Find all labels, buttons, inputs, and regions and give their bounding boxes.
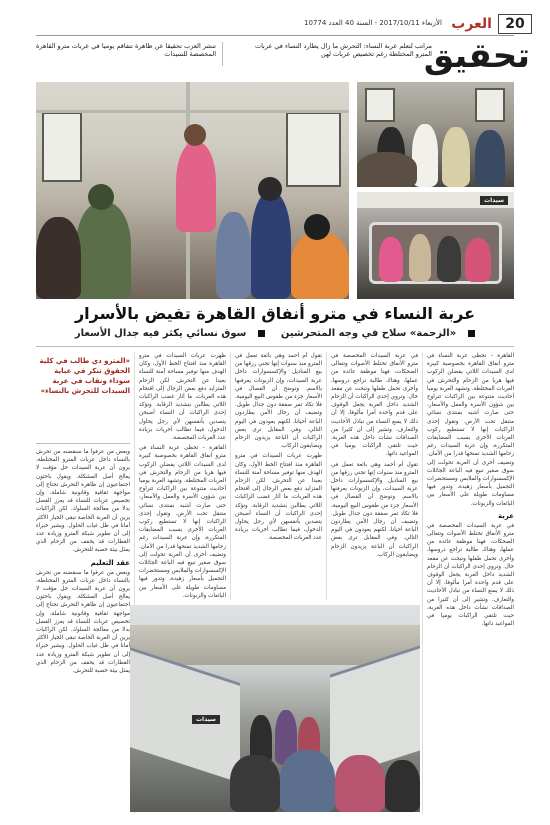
crowd-figure bbox=[335, 755, 385, 812]
train-window bbox=[365, 88, 395, 122]
article-subheads bbox=[36, 328, 514, 339]
column-subtitle: عربة bbox=[497, 511, 514, 520]
column-text: القاهرة – تحظى عربة النساء في مترو أنفاق القاهرة بخصوصية كبيرة لدى السيدات اللاتي يفضلن الركوب فيها هربا من الزحام والتحرش في العربات المختلطة. وتشهد العربة يوميا أحاديث متنوعة بين الراكبات تتراوح بين شؤون الأسرة والعمل والأسعار، حتى صارت أشبه بمنتدى نسائي متنقل تحت الأرض. وتقول إحدى الراكبات إنها لا تستطيع ركوب العربات الأخرى بسبب المضايقات المتكررة، وإن عربة السيدات رغم زحامها الشديد تمنحها قدرا من الأمان. وتضيف أخرى أن العربة تحولت إلى سوق صغير تبيع فيه الباعة الجائلات الإكسسوارات والملابس ومستحضرات التجميل بأسعار زهيدة، وتدور فيها مساومات طويلة على الأسعار بين البائعات والزبونات. bbox=[139, 445, 226, 599]
article-column-1 bbox=[427, 352, 514, 814]
woman-figure bbox=[251, 192, 291, 299]
photo-metro-interior bbox=[36, 82, 349, 299]
bullet-square bbox=[258, 330, 265, 337]
article-column-2 bbox=[331, 352, 418, 600]
section-title: تحقيق bbox=[423, 36, 530, 76]
headline-rule bbox=[36, 346, 514, 347]
teaser-right: مراتب لتعلم عربة النساء: التحرش ما زال يطارد النساء في عربات المترو المختلطة رغم تخصيص عربات لهن bbox=[254, 42, 432, 58]
column-text: في عربة السيدات المخصصة في مترو الأنفاق تختلط الأصوات وتتعالى الضحكات، فهنا موظفة عائدة من عملها، وهناك طالبة تراجع دروسها، وأخرى تحمل طفلها وتبحث عن مقعد خال. وتروي إحدى الراكبات أن الزحام الشديد داخل العربة يجعل الوقوف على قدم واحدة أمرا مألوفا، إلا أن ذلك لا يمنع النساء من تبادل الأحاديث والتعارف. وتشير إلى أن كثيرا من الصداقات نشأت داخل هذه العربة، حيث تلتقي الراكبات يوميا في المواعيد ذاتها. bbox=[427, 522, 514, 628]
column-divider bbox=[326, 352, 327, 600]
column-text: تقول أم أحمد وهي بائعة تعمل في المترو منذ سنوات إنها تجني رزقها من بيع المناديل والإكسسوارات داخل عربة السيدات، وإن الزبونات يعرفنها بالاسم. وتوضح أن الفصال في الأسعار جزء من طقوس البيع اليومية، فلا تكاد تمر صفقة دون جدال طويل. وتضيف أن رجال الأمن يطاردون الباعة أحيانا، لكنهم يعودون في اليوم التالي. وفي المقابل ترى بعض الراكبات أن الباعة يزيدون الزحام ويضايقون الركاب. bbox=[331, 461, 418, 558]
column-text: وبعض من عرفوا ما سنقضنه من تحرش بالنساء داخل عربات المترو المختلطة، يرون أن عربة السيدات حل مؤقت لا يعالج أصل المشكلة. ويقول باحثون اجتماعيون إن ظاهرة التحرش تحتاج إلى مواجهة ثقافية وقانونية شاملة، وإن تخصيص عربات للنساء قد يعزز الفصل بدلا من معالجة السلوك. لكن الراكبات يرين أن العربة الخاصة تبقى الخيار الأكثر أمانا في ظل غياب الحلول. ويشير خبراء إلى أن تطوير شبكة المترو وزيادة عدد القطارات قد يخفف من الزحام الذي يمثل بيئة خصبة للتحرش. bbox=[36, 449, 130, 554]
column-text: ظهرت عربات السيدات في مترو القاهرة منذ افتتاح الخط الأول، وكان الهدف منها توفير مساحة آمنة للنساء بعيدا عن التحرش. لكن الزحام المتزايد دفع بعض الرجال إلى اقتحام هذه العربات، ما أثار غضب الراكبات اللاتي يطالبن بتشديد الرقابة. وتؤكد إحدى الراكبات أن النساء أصبحن يتصدين بأنفسهن لأي رجل يحاول الدخول، فيما تطالب أخريات بزيادة عدد العربات المخصصة. bbox=[235, 453, 322, 542]
woman-figure bbox=[291, 232, 349, 299]
teaser-divider bbox=[222, 42, 223, 66]
woman-figure bbox=[379, 237, 403, 282]
subhead-1: «الزحمة» سلاح في وجه المتحرشين bbox=[280, 328, 457, 339]
photo-station-platform bbox=[130, 605, 420, 812]
woman-figure bbox=[357, 152, 417, 187]
woman-head bbox=[304, 214, 330, 240]
page-number: 20 bbox=[498, 14, 532, 34]
article-column-4 bbox=[139, 352, 226, 600]
column-divider bbox=[422, 352, 423, 814]
carriage-sign: سيدات bbox=[192, 715, 220, 724]
woman-figure bbox=[409, 234, 431, 282]
teaser-left: تنشر العرب تحقيقا عن ظاهرة تتفاقم يوميا في عربات مترو القاهرة المخصصة للسيدات bbox=[36, 42, 216, 58]
grab-rail bbox=[36, 110, 349, 113]
column-text: وبعض من عرفوا ما سنقضنه من تحرش بالنساء داخل عربات المترو المختلطة، يرون أن عربة السيدات حل مؤقت لا يعالج أصل المشكلة. ويقول باحثون اجتماعيون إن ظاهرة التحرش تحتاج إلى مواجهة ثقافية وقانونية شاملة، وإن تخصيص عربات للنساء قد يعزز الفصل بدلا من معالجة السلوك. لكن الراكبات يرين أن العربة الخاصة تبقى الخيار الأكثر أمانا في ظل غياب الحلول. ويشير خبراء إلى أن تطوير شبكة المترو وزيادة عدد القطارات قد يخفف من الزحام الذي يمثل بيئة خصبة للتحرش. bbox=[36, 569, 130, 675]
article-headline: عربة النساء في مترو أنفاق القاهرة تفيض بالأسرار bbox=[74, 304, 476, 323]
woman-head bbox=[258, 177, 282, 201]
subhead-2: سوق نسائي يكثر فيه جدال الأسعار bbox=[74, 328, 247, 339]
train-window bbox=[42, 112, 82, 182]
column-text: ظهرت عربات السيدات في مترو القاهرة منذ افتتاح الخط الأول، وكان الهدف منها توفير مساحة آمنة للنساء بعيدا عن التحرش. لكن الزحام المتزايد دفع بعض الرجال إلى اقتحام هذه العربات، ما أثار غضب الراكبات اللاتي يطالبن بتشديد الرقابة. وتؤكد إحدى الراكبات أن النساء أصبحن يتصدين بأنفسهن لأي رجل يحاول الدخول، فيما تطالب أخريات بزيادة عدد العربات المخصصة. bbox=[139, 353, 226, 442]
woman-figure bbox=[36, 217, 81, 299]
woman-figure bbox=[475, 130, 505, 187]
child-figure bbox=[176, 142, 216, 232]
crowd-figure bbox=[230, 755, 280, 812]
photo-train-window bbox=[357, 192, 514, 299]
column-text: تقول أم أحمد وهي بائعة تعمل في المترو منذ سنوات إنها تجني رزقها من بيع المناديل والإكسسوارات داخل عربة السيدات، وإن الزبونات يعرفنها بالاسم. وتوضح أن الفصال في الأسعار جزء من طقوس البيع اليومية، فلا تكاد تمر صفقة دون جدال طويل. وتضيف أن رجال الأمن يطاردون الباعة أحيانا، لكنهم يعودون في اليوم التالي. وفي المقابل ترى بعض الراكبات أن الباعة يزيدون الزحام ويضايقون الركاب. bbox=[235, 353, 322, 450]
train-window bbox=[475, 88, 505, 122]
photo-women-seated bbox=[357, 82, 514, 187]
pull-quote: «المترو دي طالب في كلية الحقوق تنكر في عباية سوداء ونقاب في عربة السيدات للتحرش بالنساء» bbox=[36, 352, 130, 444]
woman-figure bbox=[216, 212, 251, 299]
column-divider bbox=[230, 352, 231, 600]
article-column-3 bbox=[235, 352, 322, 600]
newspaper-logo: العرب bbox=[451, 16, 492, 32]
article-column-5 bbox=[36, 448, 130, 814]
train-window bbox=[286, 112, 341, 187]
carriage-sign: سيدات bbox=[480, 196, 508, 205]
crowd-figure bbox=[280, 750, 335, 812]
woman-figure bbox=[465, 238, 491, 282]
woman-figure bbox=[76, 202, 131, 299]
crowd-figure bbox=[385, 760, 420, 812]
issue-date: الأربعاء 2017/10/11 - السنة 40 العدد 10774 bbox=[304, 19, 442, 27]
woman-figure bbox=[442, 127, 470, 187]
woman-head bbox=[88, 184, 114, 210]
page-header bbox=[0, 0, 550, 80]
woman-figure bbox=[437, 236, 461, 282]
train-car bbox=[130, 647, 240, 783]
child-head bbox=[184, 124, 206, 146]
column-subtitle: عقد التعليم bbox=[90, 558, 130, 567]
bullet-square bbox=[468, 330, 475, 337]
column-text: القاهرة – تحظى عربة النساء في مترو أنفاق القاهرة بخصوصية كبيرة لدى السيدات اللاتي يفضلن الركوب فيها هربا من الزحام والتحرش في العربات المختلطة. وتشهد العربة يوميا أحاديث متنوعة بين الراكبات تتراوح بين شؤون الأسرة والعمل والأسعار، حتى صارت أشبه بمنتدى نسائي متنقل تحت الأرض. وتقول إحدى الراكبات إنها لا تستطيع ركوب العربات الأخرى بسبب المضايقات المتكررة، وإن عربة السيدات رغم زحامها الشديد تمنحها قدرا من الأمان. وتضيف أخرى أن العربة تحولت إلى سوق صغير تبيع فيه الباعة الجائلات الإكسسوارات والملابس ومستحضرات التجميل بأسعار زهيدة، وتدور فيها مساومات طويلة على الأسعار بين البائعات والزبونات. bbox=[427, 353, 514, 507]
column-text: في عربة السيدات المخصصة في مترو الأنفاق تختلط الأصوات وتتعالى الضحكات، فهنا موظفة عائدة من عملها، وهناك طالبة تراجع دروسها، وأخرى تحمل طفلها وتبحث عن مقعد خال. وتروي إحدى الراكبات أن الزحام الشديد داخل العربة يجعل الوقوف على قدم واحدة أمرا مألوفا، إلا أن ذلك لا يمنع النساء من تبادل الأحاديث والتعارف. وتشير إلى أن كثيرا من الصداقات نشأت داخل هذه العربة، حيث تلتقي الراكبات يوميا في المواعيد ذاتها. bbox=[331, 353, 418, 458]
